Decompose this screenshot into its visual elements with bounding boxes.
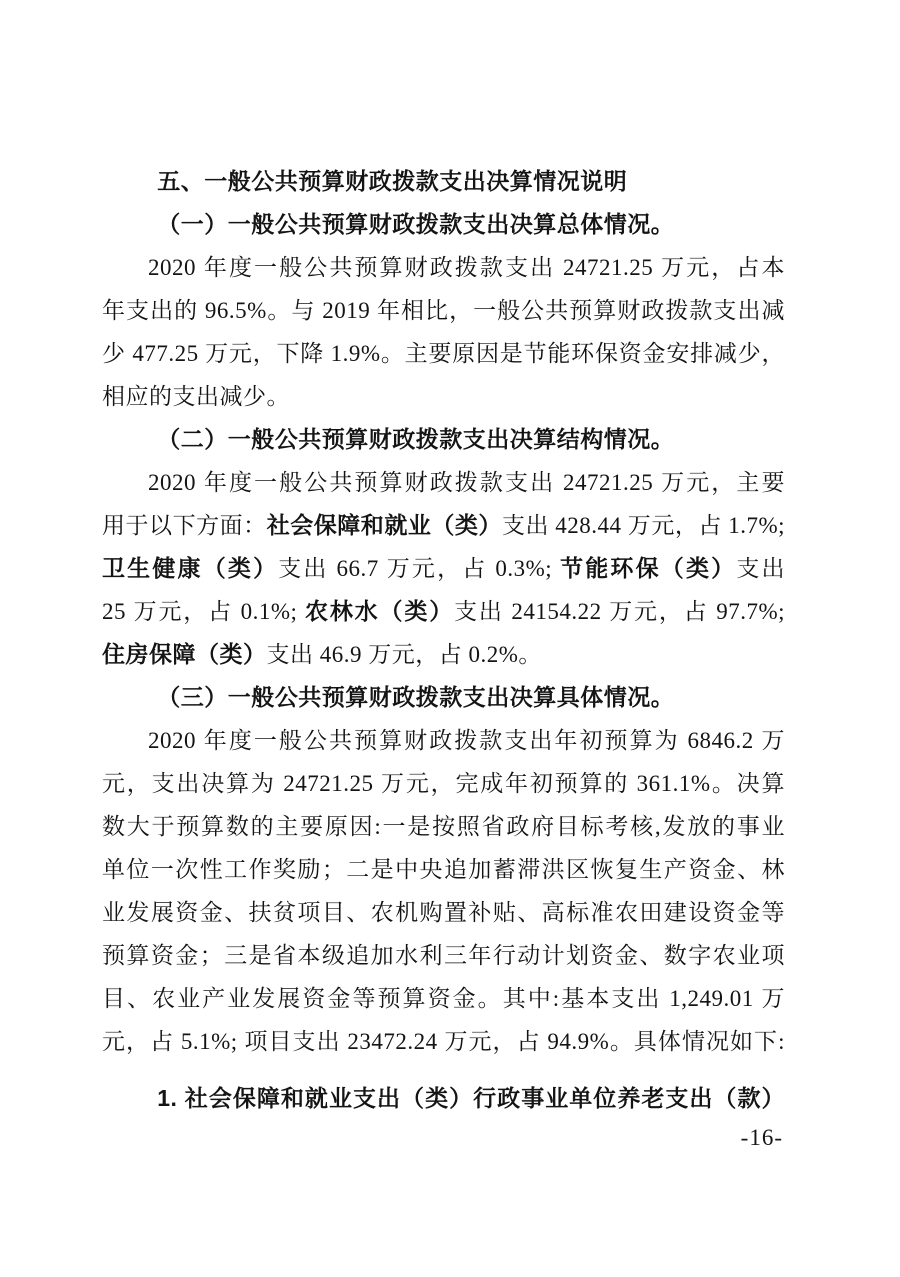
text-line (102, 762, 785, 805)
text-line (102, 934, 785, 977)
text-segment: 25 万元，占 0.1%; (102, 599, 305, 624)
text-segment: 相应的支出减少。 (102, 384, 290, 409)
bold-term: 五、一般公共预算财政拨款支出决算情况说明 (157, 168, 628, 194)
text-line (102, 547, 785, 590)
text-segment: 目、农业产业发展资金等预算资金。其中:基本支出 1,249.01 万 (102, 986, 785, 1011)
text-line (102, 719, 785, 762)
heading-line (102, 418, 785, 461)
text-line (102, 246, 785, 289)
text-segment: 支出 428.44 万元，占 1.7%; (501, 513, 785, 538)
text-line (102, 289, 785, 332)
heading-line (102, 160, 785, 203)
text-segment: 预算资金；三是省本级追加水利三年行动计划资金、数字农业项 (102, 943, 785, 968)
bold-term: （三）一般公共预算财政拨款支出决算具体情况。 (157, 684, 675, 710)
text-line (102, 590, 785, 633)
text-line (102, 375, 785, 418)
text-line (102, 504, 785, 547)
text-line (102, 977, 785, 1020)
text-line (102, 461, 785, 504)
text-segment: 少 477.25 万元，下降 1.9%。主要原因是节能环保资金安排减少， (102, 341, 785, 366)
bold-term: 节能环保（类） (560, 555, 737, 581)
bold-term: 卫生健康（类） (102, 555, 279, 581)
text-segment: 支出 66.7 万元，占 0.3%; (278, 556, 561, 581)
heading-line (102, 1077, 785, 1120)
text-segment: 2020 年度一般公共预算财政拨款支出 24721.25 万元，占本 (148, 255, 785, 280)
text-segment: 支出 46.9 万元，占 0.2%。 (266, 642, 542, 667)
text-segment: 支出 24154.22 万元，占 97.7%; (454, 599, 785, 624)
text-segment: 支出 (736, 556, 785, 581)
text-line (102, 805, 785, 848)
page-number: -16- (740, 1125, 783, 1150)
bold-term: 社会保障和就业（类） (266, 512, 502, 538)
bold-term: （一）一般公共预算财政拨款支出决算总体情况。 (157, 211, 675, 237)
text-line (102, 891, 785, 934)
text-line (102, 848, 785, 891)
bold-term: 1. 社会保障和就业支出（类）行政事业单位养老支出（款） (157, 1085, 785, 1111)
text-segment: 2020 年度一般公共预算财政拨款支出年初预算为 6846.2 万 (148, 728, 785, 753)
text-line (102, 633, 785, 676)
text-line (102, 1020, 785, 1063)
bold-term: 农林水（类） (304, 598, 455, 624)
text-segment: 单位一次性工作奖励；二是中央追加蓄滞洪区恢复生产资金、林 (102, 857, 785, 882)
text-segment: 2020 年度一般公共预算财政拨款支出 24721.25 万元，主要 (148, 470, 785, 495)
bold-term: （二）一般公共预算财政拨款支出决算结构情况。 (157, 426, 675, 452)
text-line (102, 332, 785, 375)
text-segment: 元，支出决算为 24721.25 万元，完成年初预算的 361.1%。决算 (102, 771, 785, 796)
document-body (102, 160, 785, 1120)
heading-line (102, 203, 785, 246)
heading-line (102, 676, 785, 719)
bold-term: 住房保障（类） (102, 641, 267, 667)
text-segment: 用于以下方面： (102, 513, 267, 538)
text-segment: 年支出的 96.5%。与 2019 年相比，一般公共预算财政拨款支出减 (102, 298, 785, 323)
text-segment: 数大于预算数的主要原因:一是按照省政府目标考核,发放的事业 (102, 814, 785, 839)
text-segment: 业发展资金、扶贫项目、农机购置补贴、高标准农田建设资金等 (102, 900, 785, 925)
text-segment: 元，占 5.1%; 项目支出 23472.24 万元，占 94.9%。具体情况如下: (102, 1029, 785, 1054)
